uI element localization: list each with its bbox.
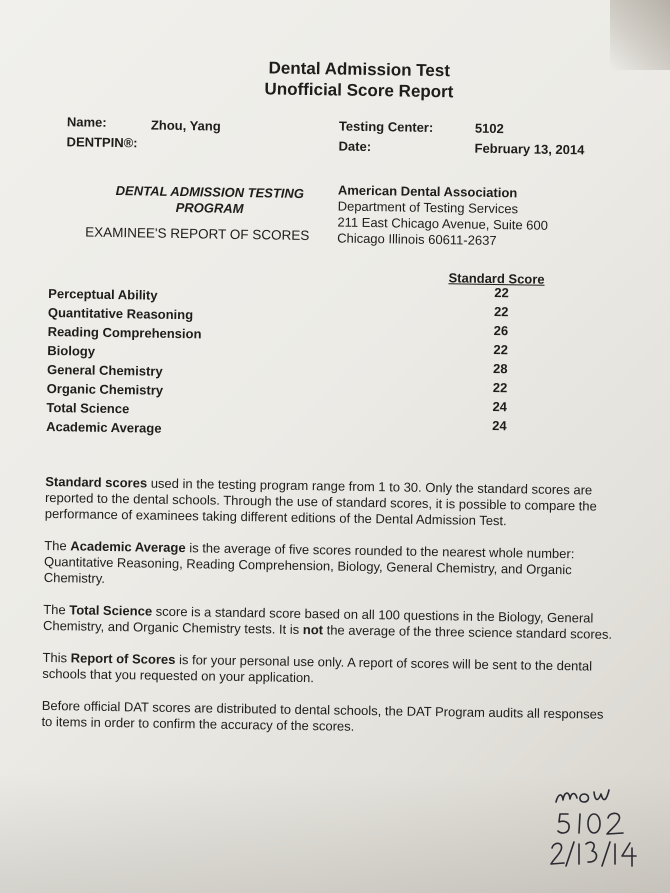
official-scores-paragraph: Before official DAT scores are distributed to dental schools, the DAT Program audits all responses to items in order to confirm the accuracy of the scores.: [41, 697, 604, 734]
organization-name: American Dental Association: [337, 182, 518, 201]
paragraph-text: used in the testing program range from 1 to 30. Only the standard scores are reported to the dental schools. Through the use of standard scores, it is possible to compare the performance of examinees taking different editions of the Dental Admission Test.: [44, 475, 597, 529]
total-science-term: Total Science: [69, 602, 153, 619]
department-name: Department of Testing Services: [337, 198, 519, 217]
score-label: Organic Chemistry: [46, 380, 164, 398]
paragraph-text: the average of the three science standard scores.: [322, 622, 613, 642]
handwritten-note: [548, 780, 658, 880]
report-of-scores-paragraph: [42, 650, 617, 691]
program-title: [89, 183, 329, 219]
standard-scores-term: Standard scores: [45, 473, 148, 491]
paragraph-text: score is a standard score based on all 100 questions in the Biology, General Chemistry, and Organic Chemistry tests. It is: [42, 603, 594, 638]
score-label: Total Science: [46, 399, 130, 417]
title-line-2: Unofficial Score Report: [264, 79, 454, 102]
dentpin-label: DENTPIN®:: [66, 134, 138, 151]
program-block: [49, 176, 635, 265]
paper-fold-corner: [610, 0, 670, 70]
paragraph-text: is for your personal use only. A report of scores will be sent to the dental schools that you requested on your application.: [42, 652, 593, 686]
score-value: 22: [493, 303, 509, 320]
program-title-line-2: PROGRAM: [175, 199, 244, 217]
paragraph-text: This: [42, 649, 71, 666]
paragraph-text: The: [44, 537, 71, 554]
program-title-line-1: DENTAL ADMISSION TESTING: [115, 183, 305, 201]
not-term: not: [302, 622, 324, 638]
name-label: Name:: [66, 114, 107, 130]
score-value: 22: [492, 379, 508, 396]
score-label: Quantitative Reasoning: [47, 304, 194, 323]
academic-average-term: Academic Average: [70, 538, 186, 556]
score-label: Biology: [47, 342, 96, 359]
testing-center-label: Testing Center:: [338, 118, 434, 135]
academic-average-paragraph: [44, 538, 620, 595]
title-line-1: Dental Admission Test: [268, 58, 451, 81]
paragraph-text: The: [43, 601, 70, 618]
report-content: [41, 54, 637, 739]
standard-score-header: Standard Score: [448, 270, 545, 287]
score-label: Academic Average: [46, 418, 162, 436]
handwritten-date: [551, 842, 636, 866]
handwritten-5102: [558, 813, 623, 834]
handwritten-mow: [556, 790, 609, 802]
street-address: 211 East Chicago Avenue, Suite 600: [337, 214, 549, 233]
standard-scores-paragraph: [45, 474, 621, 531]
score-value: 24: [492, 398, 508, 415]
score-value: 26: [493, 322, 509, 339]
score-value: 24: [492, 417, 507, 434]
score-value: 22: [494, 284, 509, 301]
examinee-info: [50, 114, 636, 185]
score-value: 28: [492, 360, 508, 377]
name-value: Zhou, Yang: [150, 117, 221, 134]
score-label: Reading Comprehension: [47, 323, 202, 342]
score-label: Perceptual Ability: [48, 285, 158, 303]
testing-center-value: 5102: [474, 120, 504, 137]
city-address: Chicago Illinois 60611-2637: [337, 230, 497, 249]
date-label: Date:: [338, 138, 372, 155]
date-value: February 13, 2014: [474, 140, 585, 158]
report-of-scores-term: Report of Scores: [70, 650, 176, 668]
scores-table: [46, 264, 634, 453]
score-label: General Chemistry: [46, 361, 163, 379]
paragraph-text: is the average of five scores rounded to the nearest whole number: Quantitative Reasoning, Reading Comprehension, Biology, General Chemistry, and Organic Chemistry.: [43, 540, 575, 586]
report-title: [81, 54, 637, 105]
report-of-scores-label: EXAMINEE'S REPORT OF SCORES: [85, 224, 310, 244]
score-value: 22: [493, 341, 508, 358]
total-science-paragraph: [43, 602, 618, 643]
